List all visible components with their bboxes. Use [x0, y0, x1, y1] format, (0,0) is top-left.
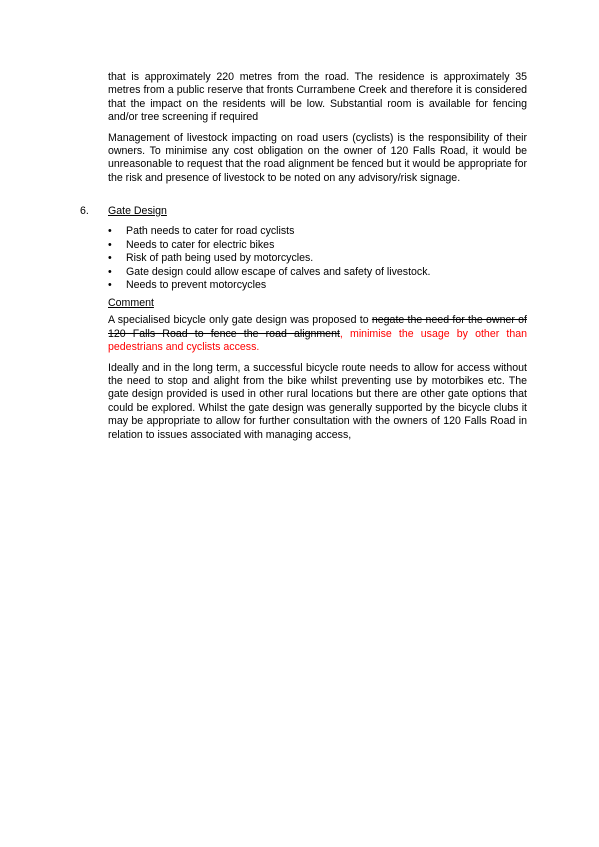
list-item [108, 279, 527, 293]
section-5-continuation [108, 71, 527, 185]
comment-label [108, 297, 527, 310]
list-item [108, 266, 527, 280]
paragraph-long-term-route: Ideally and in the long term, a successful bicycle route needs to allow for access without the need to stop and alight from the bike whilst preventing use by motorbikes etc. The gate design provided is used in other rural locations but there are other gate options that could be explored. Whilst the gate design was generally supported by the bicycle clubs it may be appropriate to allow for further consultation with the owners of 120 Falls Road in relation to issues associated with managing access, [108, 361, 527, 441]
bullet-icon: • [108, 238, 112, 251]
section-number: 6. [80, 205, 89, 217]
bullet-icon: • [108, 265, 112, 278]
proposal-lead-text: A specialised bicycle only gate design was proposed to [108, 314, 372, 327]
deleted-text: negate the need for the owner of 120 Falls Road to fence the road alignment [108, 314, 527, 340]
paragraph-gate-proposal [108, 314, 527, 354]
requirements-list [108, 225, 527, 293]
bullet-icon: • [108, 252, 112, 265]
list-item [108, 239, 527, 253]
paragraph-livestock-management: Management of livestock impacting on road users (cyclists) is the responsibility of their owners. To minimise any cost obligation on the owner of 120 Falls Road, it would be unreasonable to request that the road alignment be fenced but it would be appropriate for the risk and presence of livestock to be noted on any advisory/risk signage. [108, 131, 527, 184]
list-item-text: Needs to prevent motorcycles [126, 279, 267, 292]
list-item [108, 225, 527, 239]
section-title: Gate Design [108, 205, 167, 217]
comment-heading: Comment [108, 296, 154, 309]
list-item-text: Risk of path being used by motorcycles. [126, 252, 314, 265]
list-item-text: Gate design could allow escape of calves and safety of livestock. [126, 265, 431, 278]
bullet-icon: • [108, 279, 112, 292]
list-item-text: Needs to cater for electric bikes [126, 238, 275, 251]
paragraph-residence-distance: that is approximately 220 metres from the road. The residence is approximately 35 metres from a public reserve that fronts Currambene Creek and therefore it is considered that the impact on the residents will be low. Substantial room is available for fencing and/or tree screening if required [108, 71, 527, 124]
list-item-text: Path needs to cater for road cyclists [126, 225, 295, 237]
section-6-body [108, 225, 527, 442]
inserted-text: , minimise the usage by other than pedestrians and cyclists access. [108, 327, 527, 354]
list-item [108, 252, 527, 266]
bullet-icon: • [108, 225, 112, 237]
